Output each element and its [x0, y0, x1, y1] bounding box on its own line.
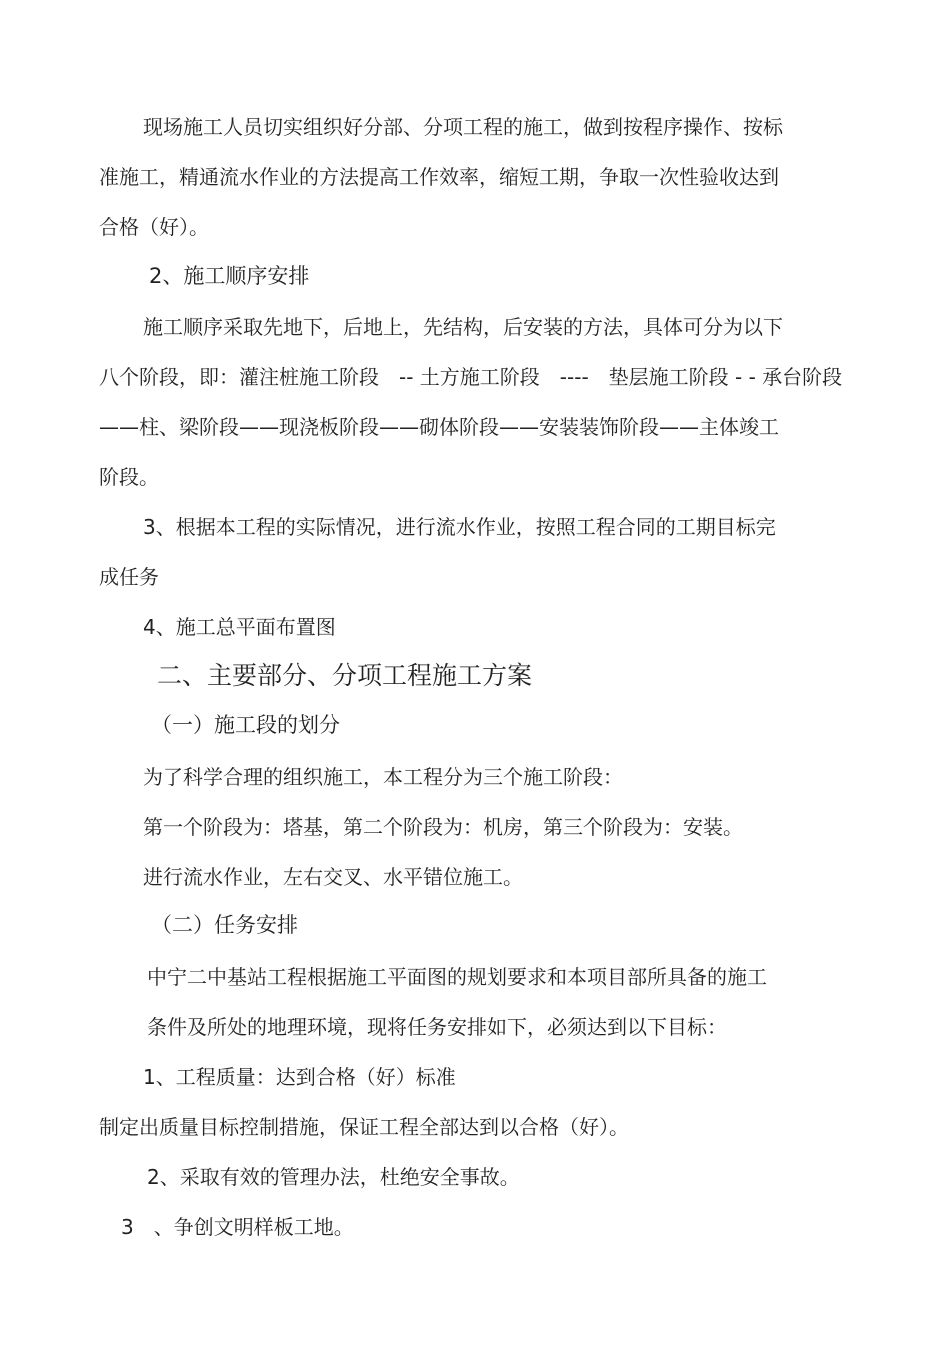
paragraph-line: 条件及所处的地理环境，现将任务安排如下，必须达到以下目标：	[147, 1015, 727, 1039]
paragraph-line: 为了科学合理的组织施工，本工程分为三个施工阶段：	[143, 765, 623, 789]
section-heading-main-construction-plan: 二、主要部分、分项工程施工方案	[157, 661, 533, 690]
paragraph-line: 阶段。	[99, 465, 159, 489]
paragraph-line: 1、工程质量：达到合格（好）标准	[143, 1065, 456, 1089]
paragraph-line: 制定出质量目标控制措施，保证工程全部达到以合格（好）。	[99, 1115, 629, 1139]
subsection-heading-task-arrangement: （二）任务安排	[151, 913, 298, 937]
paragraph-line: 3、根据本工程的实际情况，进行流水作业，按照工程合同的工期目标完	[143, 515, 776, 539]
paragraph-line: 施工顺序采取先地下，后地上，先结构，后安装的方法，具体可分为以下	[143, 315, 783, 339]
paragraph-line: ——柱、梁阶段——现浇板阶段——砌体阶段——安装装饰阶段——主体竣工	[99, 415, 779, 439]
paragraph-line: 2、采取有效的管理办法，杜绝安全事故。	[147, 1165, 520, 1189]
paragraph-line: 现场施工人员切实组织好分部、分项工程的施工，做到按程序操作、按标	[143, 115, 783, 139]
paragraph-line: 合格（好）。	[99, 215, 209, 239]
paragraph-line: 八个阶段，即：灌注桩施工阶段 -- 土方施工阶段 ---- 垫层施工阶段 - - 承台阶段	[99, 365, 843, 389]
subsection-heading-segment-division: （一）施工段的划分	[151, 713, 340, 737]
section-heading-construction-sequence: 2、施工顺序安排	[149, 264, 310, 288]
paragraph-line: 第一个阶段为：塔基，第二个阶段为：机房，第三个阶段为：安装。	[143, 815, 743, 839]
paragraph-line: 成任务	[99, 565, 159, 589]
paragraph-line: 进行流水作业，左右交叉、水平错位施工。	[143, 865, 523, 889]
paragraph-line: 中宁二中基站工程根据施工平面图的规划要求和本项目部所具备的施工	[147, 965, 767, 989]
paragraph-line: 3 、争创文明样板工地。	[121, 1215, 354, 1239]
paragraph-line: 4、施工总平面布置图	[143, 615, 336, 639]
paragraph-line: 准施工，精通流水作业的方法提高工作效率，缩短工期，争取一次性验收达到	[99, 165, 779, 189]
